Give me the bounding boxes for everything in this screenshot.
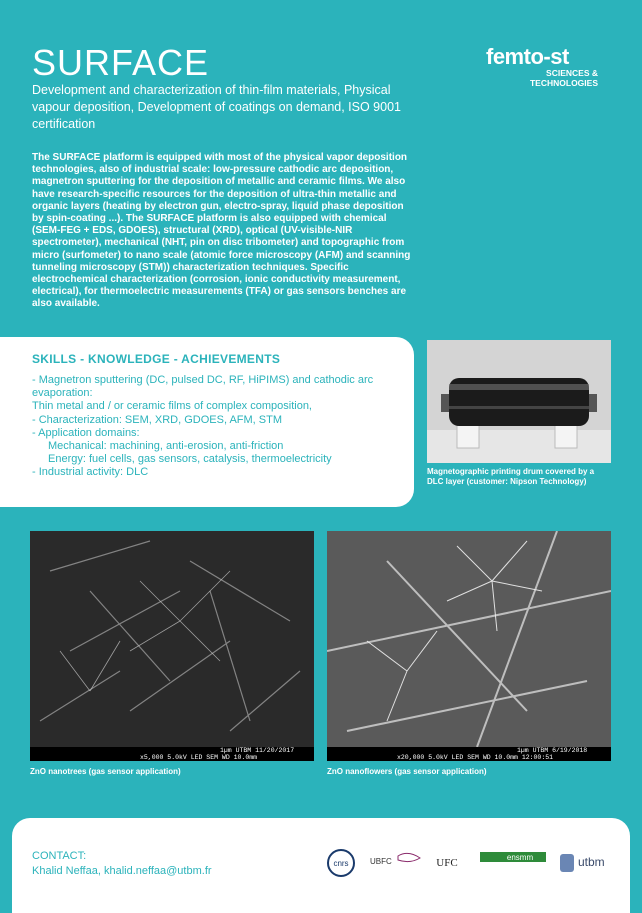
skill-item: - Industrial activity: DLC xyxy=(32,466,149,479)
skill-item: - Magnetron sputtering (DC, pulsed DC, RF, HiPIMS) and cathodic arc evaporation: xyxy=(32,374,374,400)
sem-image-nanotrees xyxy=(30,531,314,761)
logo-line2: TECHNOLOGIES xyxy=(529,78,598,88)
skills-panel xyxy=(0,337,414,507)
contact-email-link[interactable]: Khalid Neffaa, khalid.neffaa@utbm.fr xyxy=(32,865,212,877)
sem1-bar-top: 1µm UTBM 11/20/2017 xyxy=(220,747,295,754)
drum-photo xyxy=(427,340,611,463)
contact-label: CONTACT: xyxy=(32,850,87,862)
skill-item: Energy: fuel cells, gas sensors, catalysis, thermoelectricity xyxy=(48,453,332,466)
sem2-bar-bottom: x20,000 5.0kV LED SEM WD 10.0mm 12:00:51 xyxy=(397,754,554,761)
skills-title: SKILLS - KNOWLEDGE - ACHIEVEMENTS xyxy=(32,352,281,366)
page-subtitle: Development and characterization of thin-film materials, Physical vapour deposition, Development of coatings on demand, ISO 9001 certification xyxy=(32,83,401,131)
cnrs-logo xyxy=(326,848,356,878)
utbm-logo-text: utbm xyxy=(578,855,605,869)
sem2-info-bar xyxy=(327,747,611,761)
ufc-logo-text: UFC xyxy=(436,857,458,869)
sem2-bar-top: 1µm UTBM 6/19/2018 xyxy=(517,747,588,754)
logo-name: femto-st xyxy=(486,44,569,69)
sem2-caption: ZnO nanoflowers (gas sensor application) xyxy=(327,767,487,776)
ubfc-logo-text: UBFC xyxy=(370,857,392,866)
page-title: SURFACE xyxy=(32,42,210,83)
intro-paragraph: The SURFACE platform is equipped with most of the physical vapor deposition technologies, also of industrial scale: low-pressure cathodic arc deposition, magnetron sputtering for the deposition of metallic and ceramic films. We also have research-specific resources for the deposition of ultra-thin metallic and organic layers (heating by electron gun, electro-spray, liquid phase deposition by spin-coating ...). The SURFACE platform is also equipped with chemical (SEM-FEG + EDS, GDOES), structural (XRD), optical (UV-visible-NIR spectrometer), mechanical (NHT, pin on disc tribometer) and topographic from micro (surfometer) to nano scale (atomic force microscopy (AFM) and scanning tunneling microscopy (STM)) characterization techniques. Specific electrochemical characterization (corrosion, ionic conductivity measurement, electrical), for thermoelectric measurements (TFA) or gas sensors benches are also available. xyxy=(32,152,411,310)
logo-line1: SCIENCES & xyxy=(546,68,598,78)
skill-item: Mechanical: machining, anti-erosion, anti-friction xyxy=(48,440,284,453)
drum-caption: Magnetographic printing drum covered by a DLC layer (customer: Nipson Technology) xyxy=(427,467,595,486)
ubfc-logo xyxy=(368,848,422,878)
utbm-logo xyxy=(558,848,614,878)
skill-item: Thin metal and / or ceramic films of complex composition, xyxy=(32,400,312,413)
sem1-info-bar xyxy=(30,747,314,761)
femto-st-logo xyxy=(486,46,616,96)
sem1-caption: ZnO nanotrees (gas sensor application) xyxy=(30,767,181,776)
ensmm-logo-text: ensmm xyxy=(506,853,534,862)
ensmm-logo xyxy=(480,848,546,878)
footer-panel xyxy=(12,818,630,913)
ufc-logo xyxy=(432,848,462,878)
skill-item: - Characterization: SEM, XRD, GDOES, AFM, STM xyxy=(32,413,282,426)
skills-list xyxy=(32,374,402,480)
sem-image-nanoflowers xyxy=(327,531,611,761)
sem1-bar-bottom: x5,000 5.0kV LED SEM WD 10.0mm xyxy=(140,754,258,761)
cnrs-logo-text: cnrs xyxy=(333,859,349,868)
skill-item: - Application domains: xyxy=(32,426,140,439)
